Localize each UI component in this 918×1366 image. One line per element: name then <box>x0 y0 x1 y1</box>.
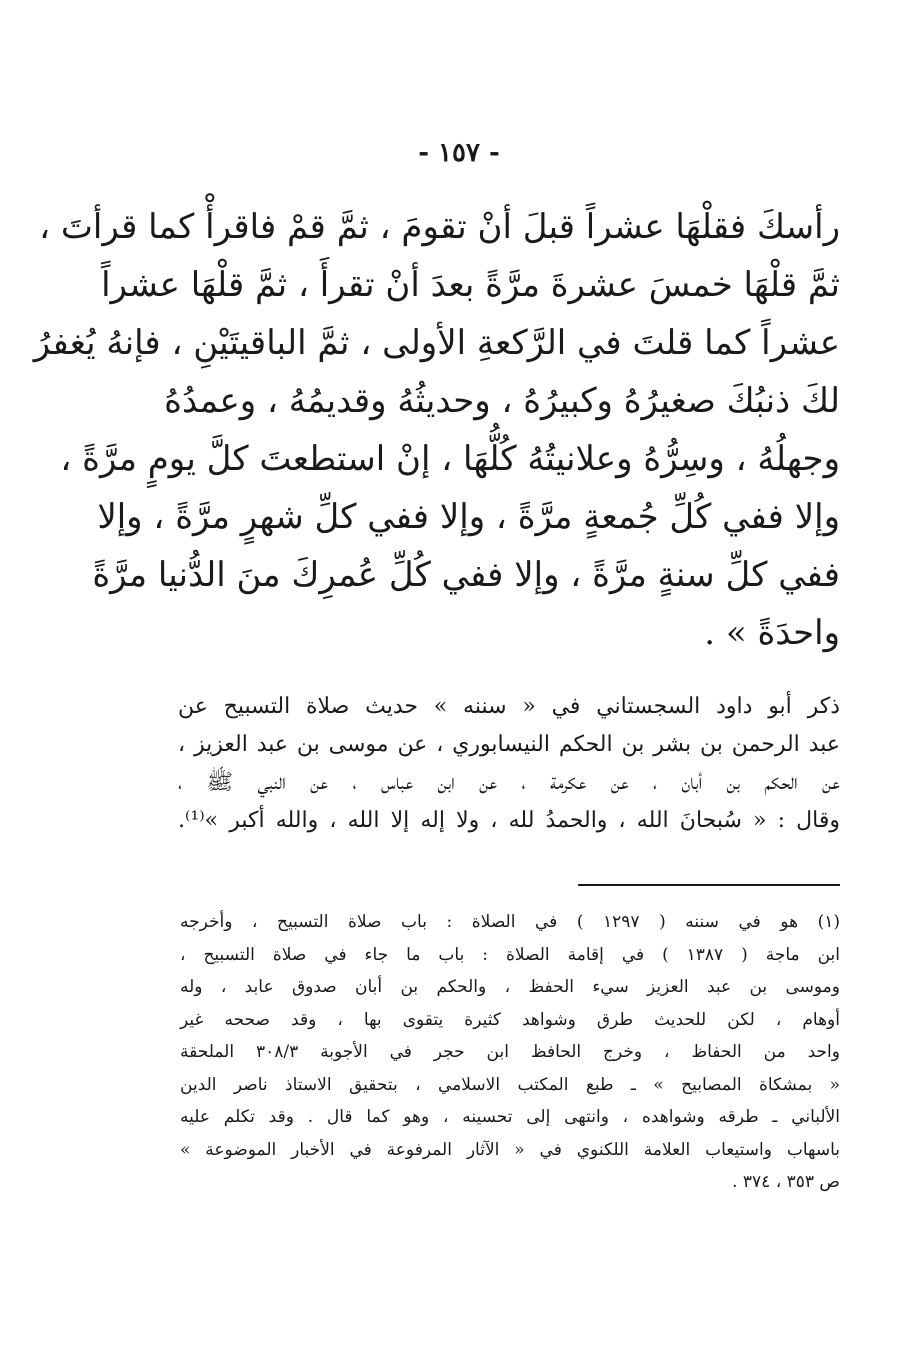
main-text-line: وإلا ففي كُلِّ جُمعةٍ مرَّةً ، وإلا ففي كلِّ شهرٍ مرَّةً ، وإلا <box>97 497 840 537</box>
hadith-line: عن الحكم بن أبان ، عن عكرمة ، عن ابن عباس ، عن النبي ﷺ ، <box>178 770 840 795</box>
hadith-line: عبد الرحمن بن بشر بن الحكم النيسابوري ، عن موسى بن عبد العزيز ، <box>178 732 840 757</box>
main-text-line: لكَ ذنبُكَ صغيرُهُ وكبيرُهُ ، وحديثُهُ وقديمُهُ ، وعمدُهُ <box>164 381 840 421</box>
footnote-line: الألباني ـ طرقه وشواهده ، وانتهى إلى تحسينه ، وهو كما قال . وقد تكلم عليه <box>180 1107 840 1127</box>
main-text-line: عشراً كما قلتَ في الرَّكعةِ الأولى ، ثمَّ الباقيتَيْنِ ، فإنهُ يُغفرُ <box>33 323 840 363</box>
main-text-block <box>33 198 840 662</box>
footnote-line: (١) هو في سننه ( ١٢٩٧ ) في الصلاة : باب صلاة التسبيح ، وأخرجه <box>180 912 840 932</box>
footnote-line: باسهاب واستيعاب العلامة اللكنوي في « الآثار المرفوعة في الأخبار الموضوعة » <box>180 1139 840 1160</box>
footnote-line: واحد من الحفاظ ، وخرج الحافظ ابن حجر في الأجوبة ٣٠٨/٣ الملحقة <box>180 1042 840 1062</box>
footnote-line: أوهام ، لكن للحديث طرق وشواهد كثيرة يتقوى بها ، وقد صححه غير <box>180 1009 840 1030</box>
main-text-line: ثمَّ قلْهَا خمسَ عشرةَ مرَّةً بعدَ أنْ تقرأَ ، ثمَّ قلْهَا عشراً <box>101 265 840 305</box>
footnotes-block <box>180 906 840 1199</box>
footnote-line: ص ٣٥٣ ، ٣٧٤ . <box>732 1172 840 1192</box>
footnote-separator <box>578 884 840 886</box>
page-number: - ١٥٧ - <box>418 138 500 168</box>
hadith-line: وقال : « سُبحانَ الله ، والحمدُ لله ، ولا إله إلا الله ، والله أكبر »⁽¹⁾. <box>178 808 840 833</box>
hadith-line: ذكر أبو داود السجستاني في « سننه » حديث صلاة التسبيح عن <box>178 694 840 719</box>
footnote-line: وموسى بن عبد العزيز سيء الحفظ ، والحكم بن أبان صدوق عابد ، وله <box>180 977 840 997</box>
hadith-paragraph <box>178 688 840 840</box>
main-text-line: وجهلُهُ ، وسِرُّهُ وعلانيتُهُ كُلُّهَا ، إنْ استطعتَ كلَّ يومٍ مرَّةً ، <box>60 439 840 479</box>
main-text-line: واحدَةً » . <box>704 613 840 653</box>
main-text-line: رأسكَ فقلْهَا عشراً قبلَ أنْ تقومَ ، ثمَّ قمْ فاقرأْ كما قرأتَ ، <box>39 207 840 247</box>
main-text-line: ففي كلِّ سنةٍ مرَّةً ، وإلا ففي كُلِّ عُمرِكَ منَ الدُّنيا مرَّةً <box>92 555 840 595</box>
footnote-line: « بمشكاة المصابيح » ـ طبع المكتب الاسلامي ، بتحقيق الاستاذ ناصر الدين <box>180 1074 840 1095</box>
footnote-line: ابن ماجة ( ١٣٨٧ ) في إقامة الصلاة : باب ما جاء في صلاة التسبيح ، <box>180 944 840 965</box>
